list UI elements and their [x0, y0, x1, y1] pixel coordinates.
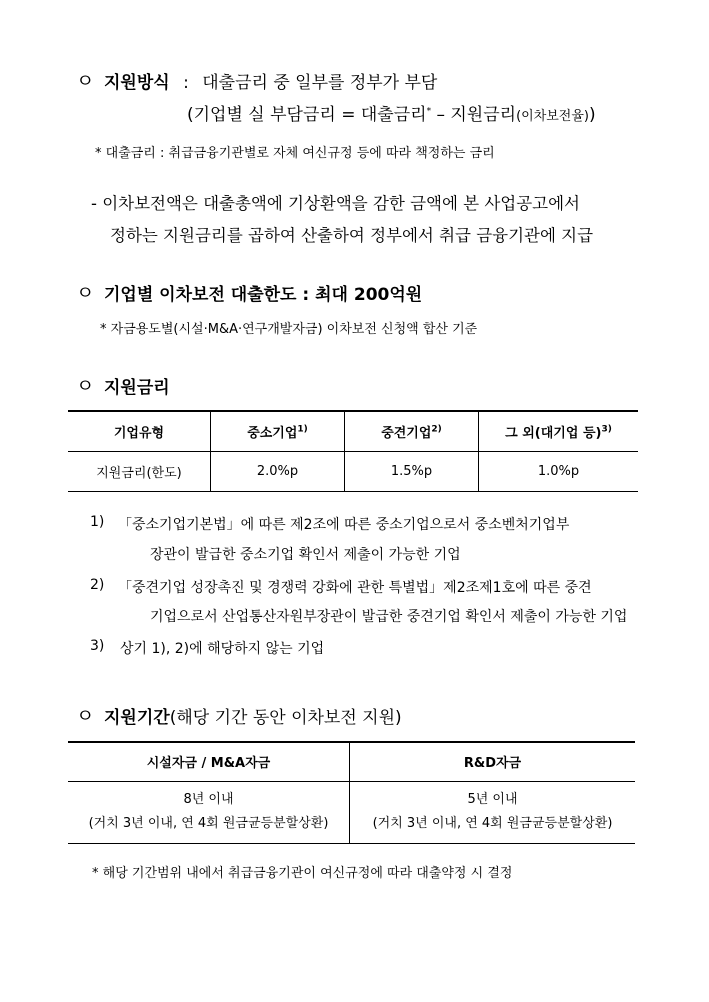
header-text: 중소기업 — [247, 425, 298, 441]
period-note: * 해당 기간범위 내에서 취급금융기관이 여신규정에 따라 대출약정 시 결정 — [92, 866, 513, 881]
footnote-ref: 3) — [601, 424, 612, 435]
footnote-line: 장관이 발급한 중소기업 확인서 제출이 가능한 기업 — [150, 547, 461, 563]
table-header-row — [68, 411, 638, 451]
table-header-row — [68, 742, 635, 781]
footnote-ref: 2) — [431, 424, 442, 435]
support-rate-table — [68, 410, 638, 492]
header-midsize — [345, 411, 479, 451]
formula-star: * — [426, 106, 432, 117]
table-row — [68, 781, 635, 843]
period-value: 5년 이내 — [467, 792, 518, 807]
footnote-line: 「중견기업 성장촉진 및 경쟁력 강화에 관한 특별법」제2조제1호에 따른 중견 — [118, 580, 592, 596]
section-bullet: ㅇ — [76, 375, 95, 397]
period-detail: (거치 3년 이내, 연 4회 원금균등분할상환) — [88, 816, 329, 831]
footnote-ref: 1) — [297, 424, 308, 435]
support-rate-title: 지원금리 — [104, 378, 170, 398]
header-text: 그 외(대기업 등) — [505, 425, 602, 441]
formula-part: (기업별 실 부담금리 = 대출금리 — [187, 105, 427, 125]
interest-subsidy-line1: - 이차보전액은 대출총액에 기상환액을 감한 금액에 본 사업공고에서 — [91, 194, 580, 213]
footnote-num: 3) — [90, 638, 105, 654]
support-period-title: 지원기간 — [104, 708, 170, 728]
header-text: 중견기업 — [381, 425, 432, 441]
support-method-line — [104, 68, 437, 93]
facility-period-cell — [68, 781, 350, 843]
section-bullet: ㅇ — [76, 282, 95, 304]
section-bullet: ㅇ — [76, 70, 95, 92]
interest-subsidy-line2: 정하는 지원금리를 곱하여 산출하여 정부에서 취급 금융기관에 지급 — [110, 226, 594, 245]
loan-limit-note: * 자금용도별(시설·M&A·연구개발자금) 이차보전 신청액 합산 기준 — [100, 322, 478, 337]
support-method-text: 대출금리 중 일부를 정부가 부담 — [202, 73, 438, 93]
header-rnd-fund: R&D자금 — [463, 756, 522, 772]
footnote-num: 2) — [90, 577, 105, 593]
loan-rate-note: * 대출금리 : 취급금융기관별로 자체 여신규정 등에 따라 책정하는 금리 — [95, 146, 495, 161]
period-detail: (거치 3년 이내, 연 4회 원금균등분할상환) — [372, 816, 613, 831]
header-sme — [211, 411, 345, 451]
colon: : — [183, 73, 189, 93]
formula-part: (이차보전율) — [516, 109, 589, 124]
sme-rate: 2.0%p — [211, 451, 345, 491]
other-rate: 1.0%p — [537, 463, 580, 479]
header-other — [479, 411, 639, 451]
row-label: 지원금리(한도) — [68, 451, 211, 491]
section-bullet: ㅇ — [76, 705, 95, 727]
formula-part: ) — [589, 105, 596, 125]
midsize-rate: 1.5%p — [345, 451, 479, 491]
rate-formula — [187, 100, 596, 125]
formula-part: – 지원금리 — [431, 105, 517, 125]
table-row — [68, 451, 638, 491]
period-value: 8년 이내 — [183, 792, 234, 807]
support-period-suffix: (해당 기간 동안 이차보전 지원) — [169, 708, 402, 728]
support-period-line — [104, 703, 402, 728]
header-company-type: 기업유형 — [68, 411, 211, 451]
footnote-line: 기업으로서 산업통산자원부장관이 발급한 중견기업 확인서 제출이 가능한 기업 — [150, 609, 628, 625]
rnd-period-cell — [350, 781, 636, 843]
support-method-title: 지원방식 — [104, 73, 170, 93]
footnote-line: 상기 1), 2)에 해당하지 않는 기업 — [120, 641, 325, 657]
footnote-num: 1) — [90, 514, 105, 530]
loan-limit-title: 기업별 이차보전 대출한도 : 최대 200억원 — [104, 285, 423, 305]
footnote-line: 「중소기업기본법」에 따른 제2조에 따른 중소기업으로서 중소벤처기업부 — [118, 517, 570, 533]
support-period-table — [68, 741, 635, 844]
header-facility-fund: 시설자금 / M&A자금 — [68, 742, 350, 781]
